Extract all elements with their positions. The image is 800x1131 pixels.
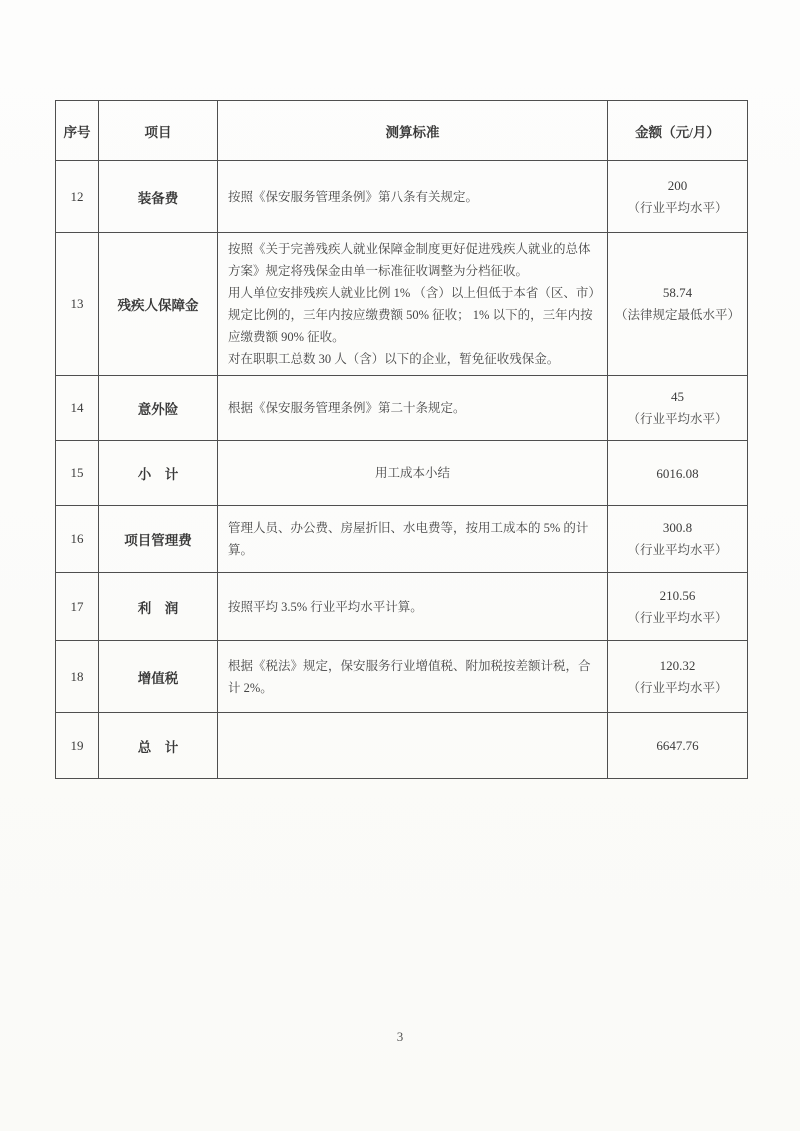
cell-standard (218, 161, 608, 233)
standard-text: 对在职职工总数 30 人（含）以下的企业，暂免征收残保金。 (228, 352, 560, 366)
amount-note: （行业平均水平） (627, 543, 728, 557)
cell-item: 项目管理费 (99, 506, 218, 573)
standard-text: 用工成本小结 (374, 466, 450, 480)
amount-note: （行业平均水平） (627, 200, 728, 215)
standard-text: 用人单位安排残疾人就业比例 1% （含）以上但低于本省（区、市）规定比例的，三年内按应缴费额 50% 征收； 1% 以下的，三年内按应缴费额 90% 征收。 (228, 286, 595, 344)
header-amount: 金额（元/月） (608, 101, 748, 161)
table-row-18 (56, 641, 748, 713)
standard-text: 按照《保安服务管理条例》第八条有关规定。 (228, 189, 479, 204)
cell-amount (608, 641, 748, 713)
table-row-17 (56, 573, 748, 641)
cell-amount (608, 441, 748, 506)
cell-index: 14 (56, 376, 99, 441)
cell-index: 15 (56, 441, 99, 506)
amount-value: 200 (667, 177, 688, 193)
cell-amount (608, 161, 748, 233)
table-row-19 (56, 713, 748, 779)
header-index: 序号 (56, 101, 99, 161)
amount-note: （行业平均水平） (627, 680, 728, 695)
cell-standard (218, 233, 608, 376)
cost-calculation-table (55, 100, 748, 779)
cell-amount (608, 573, 748, 641)
cell-item: 残疾人保障金 (99, 233, 218, 376)
cell-standard (218, 441, 608, 506)
cell-standard (218, 713, 608, 779)
amount-value: 58.74 (662, 285, 693, 300)
amount-value: 300.8 (662, 520, 693, 535)
cell-standard (218, 506, 608, 573)
cell-item: 增值税 (99, 641, 218, 713)
cell-index: 12 (56, 161, 99, 233)
cell-item: 总 计 (99, 713, 218, 779)
header-item: 项目 (99, 101, 218, 161)
cell-item: 小 计 (99, 441, 218, 506)
table-header-row (56, 101, 748, 161)
amount-value: 210.56 (659, 587, 696, 603)
standard-text: 管理人员、办公费、房屋折旧、水电费等，按用工成本的 5% 的计算。 (228, 521, 589, 557)
page-number: 3 (396, 1029, 404, 1044)
cell-standard (218, 573, 608, 641)
table-row-13 (56, 233, 748, 376)
cell-index: 18 (56, 641, 99, 713)
amount-value: 120.32 (659, 657, 696, 673)
cell-index: 13 (56, 233, 99, 376)
amount-note: （行业平均水平） (627, 412, 728, 426)
cell-item: 装备费 (99, 161, 218, 233)
cell-amount (608, 376, 748, 441)
standard-text: 根据《保安服务管理条例》第二十条规定。 (228, 401, 466, 415)
cell-standard (218, 641, 608, 713)
cell-item: 利 润 (99, 573, 218, 641)
cell-index: 19 (56, 713, 99, 779)
amount-value: 6647.76 (656, 738, 699, 753)
standard-text: 根据《税法》规定，保安服务行业增值税、附加税按差额计税，合计 2%。 (228, 658, 591, 695)
cell-index: 16 (56, 506, 99, 573)
table-row-14 (56, 376, 748, 441)
standard-text: 按照《关于完善残疾人就业保障金制度更好促进残疾人就业的总体方案》规定将残保金由单一标准征收调整为分档征收。 (228, 242, 591, 278)
cell-item: 意外险 (99, 376, 218, 441)
amount-value: 6016.08 (656, 465, 699, 481)
amount-note: （法律规定最低水平） (614, 308, 740, 322)
header-standard: 测算标准 (218, 101, 608, 161)
cell-amount (608, 506, 748, 573)
table-row-15 (56, 441, 748, 506)
table-row-16 (56, 506, 748, 573)
cell-amount (608, 713, 748, 779)
cell-index: 17 (56, 573, 99, 641)
cell-standard (218, 376, 608, 441)
amount-value: 45 (671, 389, 684, 404)
table-row-12 (56, 161, 748, 233)
cell-amount (608, 233, 748, 376)
amount-note: （行业平均水平） (627, 610, 728, 625)
standard-text: 按照平均 3.5% 行业平均水平计算。 (228, 599, 423, 614)
